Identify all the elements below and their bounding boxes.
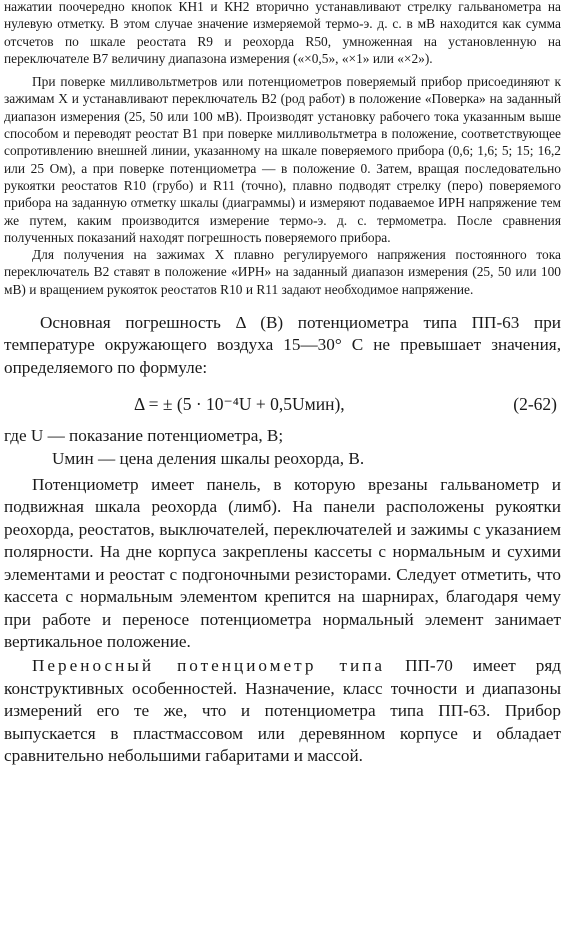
paragraph-continuation: нажатии поочередно кнопок КН1 и КН2 вторично устанавливают стрелку гальванометра на нулевую отметку. В этом случае значение измеряемой термо-э. д. с. в мВ находится как сумма отсчетов по шкале реостата R9 и реохорда R50, умноженная на установленную на переключателе В7 величину диапазона измерения («×0,5», «×1» или «×2»). [4, 0, 561, 66]
paragraph-panel-description: Потенциометр имеет панель, в которую врезаны гальванометр и подвижная шкала реохорда (лимб). На панели расположены рукоятки реохорда, реостатов, выключателей, переключателей и зажимы с указанием полярности. На дне корпуса закреплены кассеты с нормальным и сухими элементами и реостат с подгоночными резисторами. Следует отметить, что кассета с нормальным элементом крепится на шарнирах, благодаря чему при работе и переносе потенциометра нормальный элемент занимает вертикальное положение. [4, 475, 561, 651]
paragraph-verification: При поверке милливольтметров или потенциометров поверяемый прибор присоединяют к зажимам X и устанавливают переключатель В2 (род работ) в положение «Поверка» на заданный диапазон измерения (25, 50 или 100 мВ). Производят установку рабочего тока указанным выше способом и переводят реостат В1 при поверке милливольтметра в положение, соответствующее сопротивлению внешней линии, указанному на шкале поверяемого прибора (0,6; 1,6; 5; 15; 16,2 или 25 Ом), а при поверке потенциометра — в положение 0. Затем, вращая последовательно рукоятки реостатов R10 (грубо) и R11 (точно), плавно подводят стрелку (перо) поверяемого прибора на заданную отметку шкалы (диаграммы) и измеряют подаваемое ИРН напряжение тем же путем, каким производится измерение термо-э. д. с. термометра. После сравнения полученных показаний находят погрешность поверяемого прибора. [4, 74, 561, 245]
document-page [4, 0, 561, 767]
formula-number: (2-62) [513, 394, 557, 415]
formula-expression: Δ = ± (5 · 10⁻⁴U + 0,5Uмин), [134, 394, 345, 415]
paragraph-pp70 [4, 655, 561, 767]
formula-row [4, 393, 557, 415]
paragraph-pp70-text: ПП-70 имеет ряд конструктивных особенностей. Назначение, класс точности и диапазоны измерений его те же, что и потенциометра типа ПП-63. Прибор выпускается в пластмассовом или деревянном корпусе и обладает сравнительно небольшими габаритами и массой. [4, 656, 562, 765]
paragraph-basic-error: Основная погрешность Δ (В) потенциометра типа ПП-63 при температуре окружающего воздуха 15—30° С не превышает значения, определяемого по формуле: [4, 313, 561, 377]
legend-line-umin: Uмин — цена деления шкалы реохорда, В. [52, 448, 365, 468]
spaced-heading-text: Переносный потенциометр типа [32, 656, 386, 676]
main-text-section [4, 312, 561, 767]
formula-legend [4, 425, 561, 470]
paragraph-irn-voltage: Для получения на зажимах X плавно регулируемого напряжения постоянного тока переключатель В2 ставят в положение «ИРН» на заданный диапазон измерения (25, 50 или 100 мВ) и вращением рукояток реостатов R10 и R11 задают необходимое напряжение. [4, 247, 561, 297]
small-print-section [4, 0, 561, 298]
legend-line-u: где U — показание потенциометра, В; [4, 426, 284, 446]
